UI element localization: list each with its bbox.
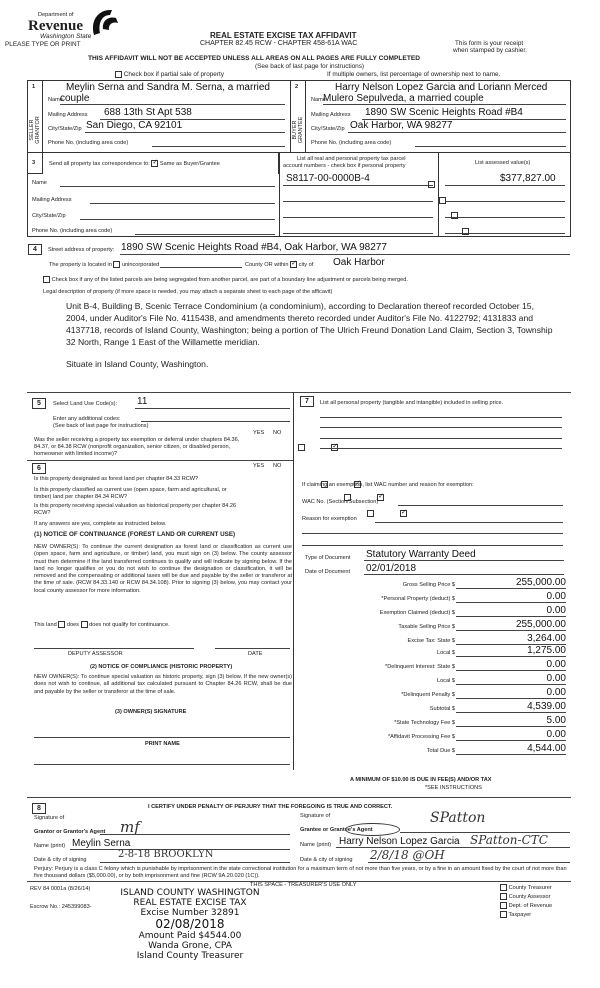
- grantee-agent-label: Grantee or Grantee's Agent: [300, 827, 373, 833]
- stamp-treasurer-title: Island County Treasurer: [136, 951, 244, 961]
- section-1-number: 1: [32, 84, 36, 90]
- seller-city-label: City/State/Zip: [48, 126, 82, 132]
- sec5-no-header: NO: [273, 430, 282, 436]
- receipt-note-2: when stamped by cashier.: [453, 47, 527, 54]
- tax-row-label: *Personal Property (deduct) $: [381, 596, 455, 602]
- grantee-date-city-label: Date & city of signing: [300, 857, 353, 863]
- sec3-phone-field[interactable]: [135, 234, 275, 235]
- tax-row-label: Total Due $: [426, 748, 455, 754]
- multiple-owners-note: If multiple owners, list percentage of ownership next to name.: [327, 71, 501, 78]
- grantee-circle-mark: [345, 823, 400, 836]
- deputy-assessor-label: DEPUTY ASSESSOR: [68, 651, 123, 657]
- doc-type-field[interactable]: Statutory Warranty Deed: [366, 549, 476, 560]
- sec3-mail-field[interactable]: [90, 203, 275, 204]
- see-instructions: *SEE INSTRUCTIONS: [425, 785, 482, 791]
- does-not-qualify-checkbox[interactable]: [81, 621, 88, 628]
- section-7-number: 7: [300, 396, 314, 407]
- seller-mail-label: Mailing Address: [48, 112, 88, 118]
- section-2-number: 2: [295, 84, 299, 90]
- grantee-signature-of: Signature of: [300, 813, 331, 819]
- sec6-q3-yes-checkbox[interactable]: [367, 510, 374, 517]
- see-back: (See back of last page for instructions): [255, 63, 365, 70]
- print-name-label: PRINT NAME: [145, 741, 180, 747]
- tax-row-label: Subtotal $: [429, 706, 455, 712]
- copy-county-assessor: County Assessor: [508, 894, 551, 900]
- perjury-notice: Perjury: Perjury is a class C felony which is punishable by imprisonment in the state correctional institution for a maximum term of not more than five years, or by a fine in an amount fixed by the court of not more than five thousand dollars ($5,000.00), or by both imprisonment and fine (RCW 9A.20.020 (1C)).: [34, 866, 567, 879]
- tax-row-value[interactable]: 4,539.00: [527, 701, 566, 712]
- tax-row-label: Local $: [436, 650, 455, 656]
- city-field[interactable]: Oak Harbor: [333, 257, 385, 268]
- reason-field[interactable]: [375, 522, 563, 523]
- exemption-label: If claiming an exemption, list WAC number and reason for exemption:: [302, 482, 474, 488]
- parcel-header-2: account numbers - check box if personal property: [283, 163, 406, 169]
- personal-property-checkbox-4[interactable]: [462, 228, 469, 235]
- sec6-if-yes: If any answers are yes, complete as instructed below.: [34, 521, 167, 527]
- sec5-yes-checkbox[interactable]: [298, 444, 305, 451]
- unincorporated-label: unincorporated: [121, 261, 160, 268]
- tax-row-value[interactable]: 1,275.00: [527, 645, 566, 656]
- tax-row-label: *Delinquent Penalty $: [401, 692, 455, 698]
- sec6-q3-no-checkbox[interactable]: [400, 510, 407, 517]
- seller-name-field[interactable]: Meylin Serna and Sandra M. Serna, a married: [66, 82, 270, 93]
- parcel-header-1: List all real and personal property tax parcel: [297, 156, 406, 162]
- taxpayer-checkbox[interactable]: [500, 911, 507, 918]
- deputy-assessor-signature[interactable]: [34, 648, 194, 649]
- grantor-date-city-field[interactable]: 2-8-18 BROOKLYN: [118, 849, 214, 860]
- grantor-date-city-label: Date & city of signing: [34, 857, 87, 863]
- segregated-checkbox[interactable]: [43, 276, 50, 283]
- parcel-number-field[interactable]: S8117-00-0000B-4: [286, 173, 370, 184]
- tax-row-label: *State Technology Fee $: [394, 720, 455, 726]
- tax-row-label: *Affidavit Processing Fee $: [387, 734, 455, 740]
- grantee-signature[interactable]: SPatton: [430, 810, 486, 826]
- stamp-treasurer-name: Wanda Grone, CPA: [148, 941, 232, 951]
- located-label: The property is located in: [49, 261, 112, 268]
- sec5-question: Was the seller receiving a property tax exemption or deferral under chapters 84.36, 84.37, or 84.38 RCW (nonprofit organization, senior citizen, or disabled person, homeowner with limited income)?: [34, 437, 240, 457]
- notice-continuance-text: NEW OWNER(S): To continue the current designation as forest land or classification as current use (open space, farm and agriculture, or timber) land, you must sign on (3) below. The county assessor must then determine if the land transferred continues to qualify and will indicate by signing below. If the land no longer qualifies or you do not wish to continue the designation or classification, it will be removed and the compensating or additional taxes will be due and payable by the seller or transferor at the time of sale. (RCW 84.33.140 or RCW 84.34.108). Prior to signing (3) below, you may contact your local county assessor for more information.: [34, 544, 292, 594]
- owner-print-name-field[interactable]: [34, 764, 290, 765]
- personal-property-line-2[interactable]: [320, 427, 562, 428]
- street-label: Street address of property:: [48, 247, 115, 253]
- seller-city-field[interactable]: San Diego, CA 92101: [86, 120, 183, 131]
- tax-row-value[interactable]: 255,000.00: [515, 577, 566, 588]
- tax-row-value[interactable]: 0.00: [546, 591, 566, 602]
- assessed-header: List assessed value(s): [475, 160, 531, 166]
- grantee-name-field[interactable]: Harry Nelson Lopez Garcia: [339, 836, 460, 847]
- section-3-number: 3: [32, 160, 36, 166]
- copy-dept-revenue: Dept. of Revenue: [508, 903, 553, 909]
- personal-property-checkbox-2[interactable]: [439, 197, 446, 204]
- logo-dept-of: Department of: [38, 12, 74, 18]
- buyer-mail-field[interactable]: 1890 SW Scenic Heights Road #B4: [365, 107, 523, 118]
- partial-sale-label: Check box if partial sale of property: [123, 71, 224, 79]
- sec6-q1: Is this property designated as forest land per chapter 84.33 RCW?: [34, 476, 199, 482]
- assessor-date-field[interactable]: [215, 648, 290, 649]
- copy-county-treasurer: County Treasurer: [508, 885, 552, 891]
- copy-taxpayer: Taxpayer: [508, 912, 532, 918]
- doc-type-label: Type of Document: [305, 555, 351, 561]
- stamp-county: ISLAND COUNTY WASHINGTON: [120, 888, 260, 898]
- logo-revenue: Revenue: [28, 18, 83, 34]
- sec5-yes-header: YES: [253, 430, 265, 436]
- certify-statement: I CERTIFY UNDER PENALTY OF PERJURY THAT THE FOREGOING IS TRUE AND CORRECT.: [148, 804, 393, 810]
- reason-label: Reason for exemption: [302, 516, 357, 522]
- tax-row-value[interactable]: 0.00: [546, 659, 566, 670]
- same-as-buyer-checkbox[interactable]: [151, 160, 158, 167]
- street-address-field[interactable]: 1890 SW Scenic Heights Road #B4, Oak Harbor, WA 98277: [121, 242, 387, 253]
- buyer-city-label: City/State/Zip: [311, 126, 345, 132]
- stamp-excise-number: Excise Number 32891: [140, 908, 240, 918]
- sec3-city-field[interactable]: [80, 219, 275, 220]
- seller-name-label: Name: [48, 97, 63, 103]
- form-title: REAL ESTATE EXCISE TAX AFFIDAVIT: [210, 31, 357, 40]
- tax-row-value[interactable]: 3,264.00: [527, 633, 566, 644]
- buyer-grantee-label: BUYER GRANTEE: [292, 116, 304, 144]
- assessed-value-field[interactable]: $377,827.00: [500, 173, 556, 184]
- notice-compliance-heading: (2) NOTICE OF COMPLIANCE (HISTORIC PROPERTY): [90, 664, 233, 670]
- doc-date-label: Date of Document: [305, 569, 351, 575]
- grantor-signature-of: Signature of: [34, 815, 65, 821]
- treasurer-use-only: THIS SPACE - TREASURER'S USE ONLY: [250, 882, 357, 888]
- assessor-date-label: DATE: [248, 651, 263, 657]
- form-chapter: CHAPTER 82.45 RCW - CHAPTER 458-61A WAC: [200, 40, 358, 47]
- grantor-name-field[interactable]: Meylin Serna: [72, 838, 131, 849]
- additional-codes-field[interactable]: [141, 421, 290, 422]
- section-5-number: 5: [32, 398, 46, 409]
- grantor-name-print-label: Name (print): [34, 843, 66, 849]
- buyer-mail-label: Mailing Address: [311, 112, 351, 118]
- escrow-number: Escrow No.: 245399083-: [30, 904, 92, 910]
- tax-row-label: *Delinquent Interest: State $: [385, 664, 455, 670]
- dept-revenue-checkbox[interactable]: [500, 902, 507, 909]
- owner-signature-heading: (3) OWNER(S) SIGNATURE: [115, 709, 187, 715]
- sec3-name-label: Name: [32, 180, 47, 186]
- segregated-label: Check box if any of the listed parcels are being segregated from another parcel, are part of a boundary line adjustment or parcels being merged.: [51, 276, 408, 283]
- city-of-label: city of: [298, 261, 314, 268]
- county-or-label: County OR within: [245, 261, 289, 268]
- seller-phone-field[interactable]: [152, 146, 285, 147]
- tax-row-label: Local $: [436, 678, 455, 684]
- personal-property-line-3[interactable]: [320, 438, 562, 439]
- buyer-name-field[interactable]: Harry Nelson Lopez Garcia and Loriann Merced: [335, 82, 548, 93]
- buyer-name-field-2[interactable]: Mulero Sepulveda, a married couple: [323, 93, 484, 104]
- legal-description[interactable]: Unit B-4, Building B, Scenic Terrace Condominium (a condominium), according to Declaration thereof recorded October 15, 2004, under Auditor's File No. 4115438, and amendments thereto recorded under Auditor's File No. 4122792; 4131833 and 4137718, records of Island County, Washington; being a portion of The Ulrich Freund Donation Land Claim, Section 3, Township 32 North, Range 1 East of the Willamette meridian.: [66, 301, 553, 347]
- additional-codes-label: Enter any additional codes:: [53, 416, 121, 422]
- buyer-city-field[interactable]: Oak Harbor, WA 98277: [350, 120, 453, 131]
- stamp-amount-paid: Amount Paid $4544.00: [138, 931, 242, 941]
- seller-grantor-label: SELLER GRANTOR: [29, 116, 41, 144]
- owner-signature-field[interactable]: [34, 737, 290, 738]
- land-use-code-label: Select Land Use Code(s):: [53, 401, 118, 407]
- please-type: PLEASE TYPE OR PRINT: [5, 41, 81, 48]
- section-6-number: 6: [32, 463, 46, 474]
- does-not-label: does not qualify for continuance.: [89, 621, 170, 628]
- sec6-yes-header: YES: [253, 463, 265, 469]
- seller-name-field-2[interactable]: couple: [60, 93, 90, 104]
- sec3-city-label: City/State/Zip: [32, 213, 66, 219]
- sec3-mail-label: Mailing Address: [32, 197, 72, 203]
- sec3-phone-label: Phone No. (including area code): [32, 228, 113, 234]
- copy-distribution: [500, 884, 552, 920]
- notice-continuance-heading: (1) NOTICE OF CONTINUANCE (FOREST LAND OR CURRENT USE): [34, 531, 236, 538]
- tax-row-value[interactable]: 4,544.00: [527, 743, 566, 754]
- sec6-q3: Is this property receiving special valuation as historical property per chapter 84.26 RCW?: [34, 503, 237, 516]
- tax-row-value[interactable]: 5.00: [546, 715, 566, 726]
- grantee-name-print-label: Name (print): [300, 842, 332, 848]
- personal-property-label: List all personal property (tangible and intangible) included in selling price.: [320, 400, 504, 406]
- receipt-note-1: This form is your receipt: [455, 40, 524, 47]
- city-checkbox[interactable]: [290, 261, 297, 268]
- sec6-no-header: NO: [273, 463, 282, 469]
- notice-compliance-text: NEW OWNER(S): To continue special valuation as historic property, sign (3) below. If the new owner(s) does not wish to continue, all additional tax calculated pursuant to Chapter 84.26 RCW, shall be due and payable by the seller or transferor at the time of sale.: [34, 674, 292, 695]
- county-treasurer-checkbox[interactable]: [500, 884, 507, 891]
- buyer-phone-label: Phone No. (including area code): [311, 140, 392, 146]
- buyer-name-label: Name: [311, 97, 326, 103]
- tax-row-value[interactable]: 255,000.00: [515, 619, 566, 630]
- tax-row-label: Excise Tax: State $: [407, 638, 455, 644]
- unincorporated-checkbox[interactable]: [113, 261, 120, 268]
- minimum-due-note: A MINIMUM OF $10.00 IS DUE IN FEE(S) AND/OR TAX: [350, 777, 492, 783]
- wac-field[interactable]: [398, 505, 563, 506]
- same-as-buyer-label: Same as Buyer/Grantee: [159, 160, 220, 167]
- tax-row-value[interactable]: 0.00: [546, 687, 566, 698]
- personal-property-checkbox-3[interactable]: [451, 212, 458, 219]
- tax-row-label: Gross Selling Price $: [402, 582, 455, 588]
- personal-property-checkbox-1[interactable]: [428, 181, 435, 188]
- tax-row-value[interactable]: 0.00: [546, 605, 566, 616]
- seller-phone-label: Phone No. (including area code): [48, 140, 129, 146]
- sec5-see-back: (See back of last page for instructions): [53, 423, 149, 429]
- tax-row-value[interactable]: 0.00: [546, 729, 566, 740]
- does-label: does: [66, 621, 79, 628]
- grantor-agent-label: Grantor or Grantor's Agent: [34, 829, 106, 835]
- warning-text: THIS AFFIDAVIT WILL NOT BE ACCEPTED UNLESS ALL AREAS ON ALL PAGES ARE FULLY COMPLETED: [88, 55, 421, 62]
- stamp-date: 02/08/2018: [155, 917, 225, 931]
- grantor-signature[interactable]: mf: [120, 818, 140, 836]
- stamp-tax-type: REAL ESTATE EXCISE TAX: [133, 898, 247, 908]
- this-land-label: This land: [34, 621, 57, 628]
- personal-property-line-1[interactable]: [320, 417, 562, 418]
- tax-row-label: Taxable Selling Price $: [398, 624, 455, 630]
- tax-row-label: Exemption Claimed (deduct) $: [379, 610, 455, 616]
- personal-property-line-4[interactable]: [320, 448, 562, 449]
- county-assessor-checkbox[interactable]: [500, 893, 507, 900]
- grantee-signature-annotation: SPatton-CTC: [470, 833, 548, 847]
- dor-logo-icon: [88, 7, 120, 37]
- county-field[interactable]: [160, 267, 242, 268]
- doc-date-field[interactable]: 02/01/2018: [366, 563, 417, 574]
- legal-situate[interactable]: Situate in Island County, Washington.: [66, 359, 209, 369]
- wac-label: WAC No. (Section/Subsection): [302, 499, 379, 505]
- logo-wa-state: Washington State: [40, 33, 92, 40]
- buyer-phone-field[interactable]: [415, 146, 566, 147]
- does-qualify-checkbox[interactable]: [58, 621, 65, 628]
- tax-row-value[interactable]: 0.00: [546, 673, 566, 684]
- form-revision: REV 84 0001a (8/26/14): [30, 886, 91, 892]
- seller-mail-field[interactable]: 688 13th St Apt 538: [104, 107, 192, 118]
- section-8-number: 8: [32, 803, 46, 814]
- grantee-date-city-field[interactable]: 2/8/18 @OH: [370, 848, 445, 862]
- section-4-number: 4: [28, 244, 42, 255]
- treasurer-stamp: [100, 888, 280, 961]
- land-use-code-field[interactable]: 11: [137, 396, 148, 407]
- legal-label: Legal description of property (if more space is needed, you may attach a separate sheet to each page of the afficavit): [43, 289, 333, 295]
- partial-sale-checkbox[interactable]: [115, 71, 122, 78]
- sec3-name-field[interactable]: [60, 186, 275, 187]
- send-correspondence-label: Send all property tax correspondence to:: [49, 160, 150, 167]
- sec6-q2: Is this property classified as current use (open space, farm and agricultural, or timber) land per chapter 84.34 RCW?: [34, 487, 227, 500]
